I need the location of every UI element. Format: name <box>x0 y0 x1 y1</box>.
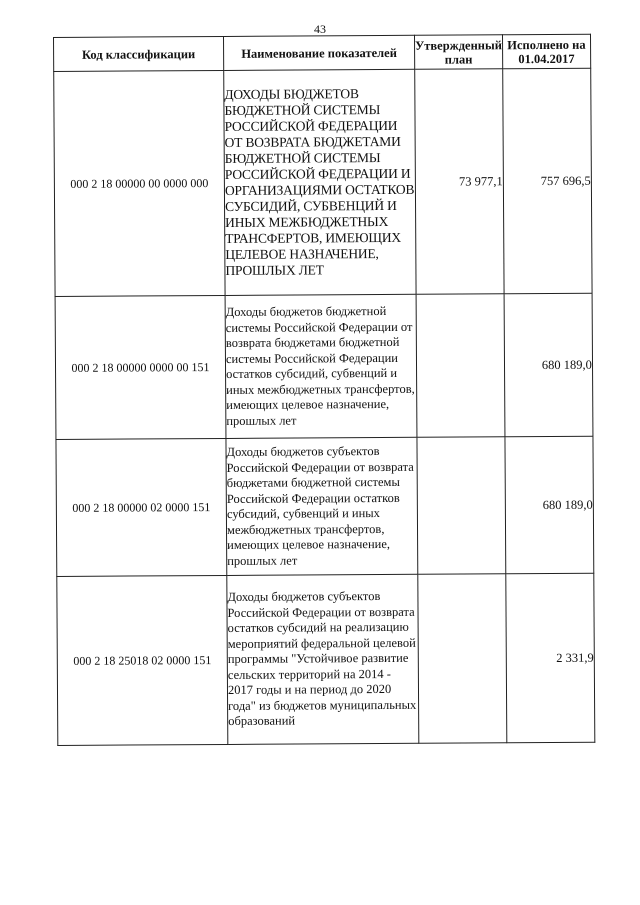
row-code: 000 2 18 00000 00 0000 000 <box>54 70 225 296</box>
row-code: 000 2 18 25018 02 0000 151 <box>57 575 228 745</box>
row-plan: 73 977,1 <box>415 69 504 295</box>
row-name: Доходы бюджетов бюджетной системы Российской Федерации от возврата бюджетами бюджетной системы Российской Федерации остатков субсидий, субвенций и иных межбюджетных трансфертов, имеющих целевое назначение, прошлых лет <box>225 294 417 438</box>
row-name: Доходы бюджетов субъектов Российской Федерации от возврата бюджетами бюджетной системы Российской Федерации остатков субсидий, субвенций и иных межбюджетных трансфертов, имеющих целевое назначение, прошлых лет <box>226 437 418 575</box>
row-name: Доходы бюджетов субъектов Российской Федерации от возврата остатков субсидий на реализацию мероприятий федеральной целевой программы "Устойчивое развитие сельских территорий на 2014 - 2017 годы и на период до 2020 года" из бюджетов муниципальных образований <box>227 574 419 744</box>
row-code: 000 2 18 00000 0000 00 151 <box>55 295 226 439</box>
table-header-row <box>54 34 591 71</box>
header-name: Наименование показателей <box>223 35 414 70</box>
header-executed: Исполнено на 01.04.2017 <box>502 34 590 69</box>
row-executed: 680 189,0 <box>504 293 593 437</box>
row-executed: 2 331,9 <box>506 573 595 743</box>
table-row <box>56 436 594 576</box>
row-plan <box>416 294 505 438</box>
budget-table <box>53 34 595 746</box>
page-number: 43 <box>314 22 326 36</box>
row-executed: 680 189,0 <box>505 436 594 574</box>
table-row <box>57 573 595 745</box>
header-plan: Утвержденный план <box>414 35 502 70</box>
row-plan <box>417 437 506 575</box>
row-plan <box>418 574 507 744</box>
table-row <box>54 68 592 296</box>
row-executed: 757 696,5 <box>503 68 592 294</box>
table-row <box>55 293 593 439</box>
row-code: 000 2 18 00000 02 0000 151 <box>56 438 227 576</box>
header-code: Код классификации <box>54 36 224 71</box>
row-name: ДОХОДЫ БЮДЖЕТОВ БЮДЖЕТНОЙ СИСТЕМЫ РОССИЙСКОЙ ФЕДЕРАЦИИ ОТ ВОЗВРАТА БЮДЖЕТАМИ БЮДЖЕТНОЙ СИСТЕМЫ РОССИЙСКОЙ ФЕДЕРАЦИИ И ОРГАНИЗАЦИЯМИ ОСТАТКОВ СУБСИДИЙ, СУБВЕНЦИЙ И ИНЫХ МЕЖБЮДЖЕТНЫХ ТРАНСФЕРТОВ, ИМЕЮЩИХ ЦЕЛЕВОЕ НАЗНАЧЕНИЕ, ПРОШЛЫХ ЛЕТ <box>224 69 416 295</box>
